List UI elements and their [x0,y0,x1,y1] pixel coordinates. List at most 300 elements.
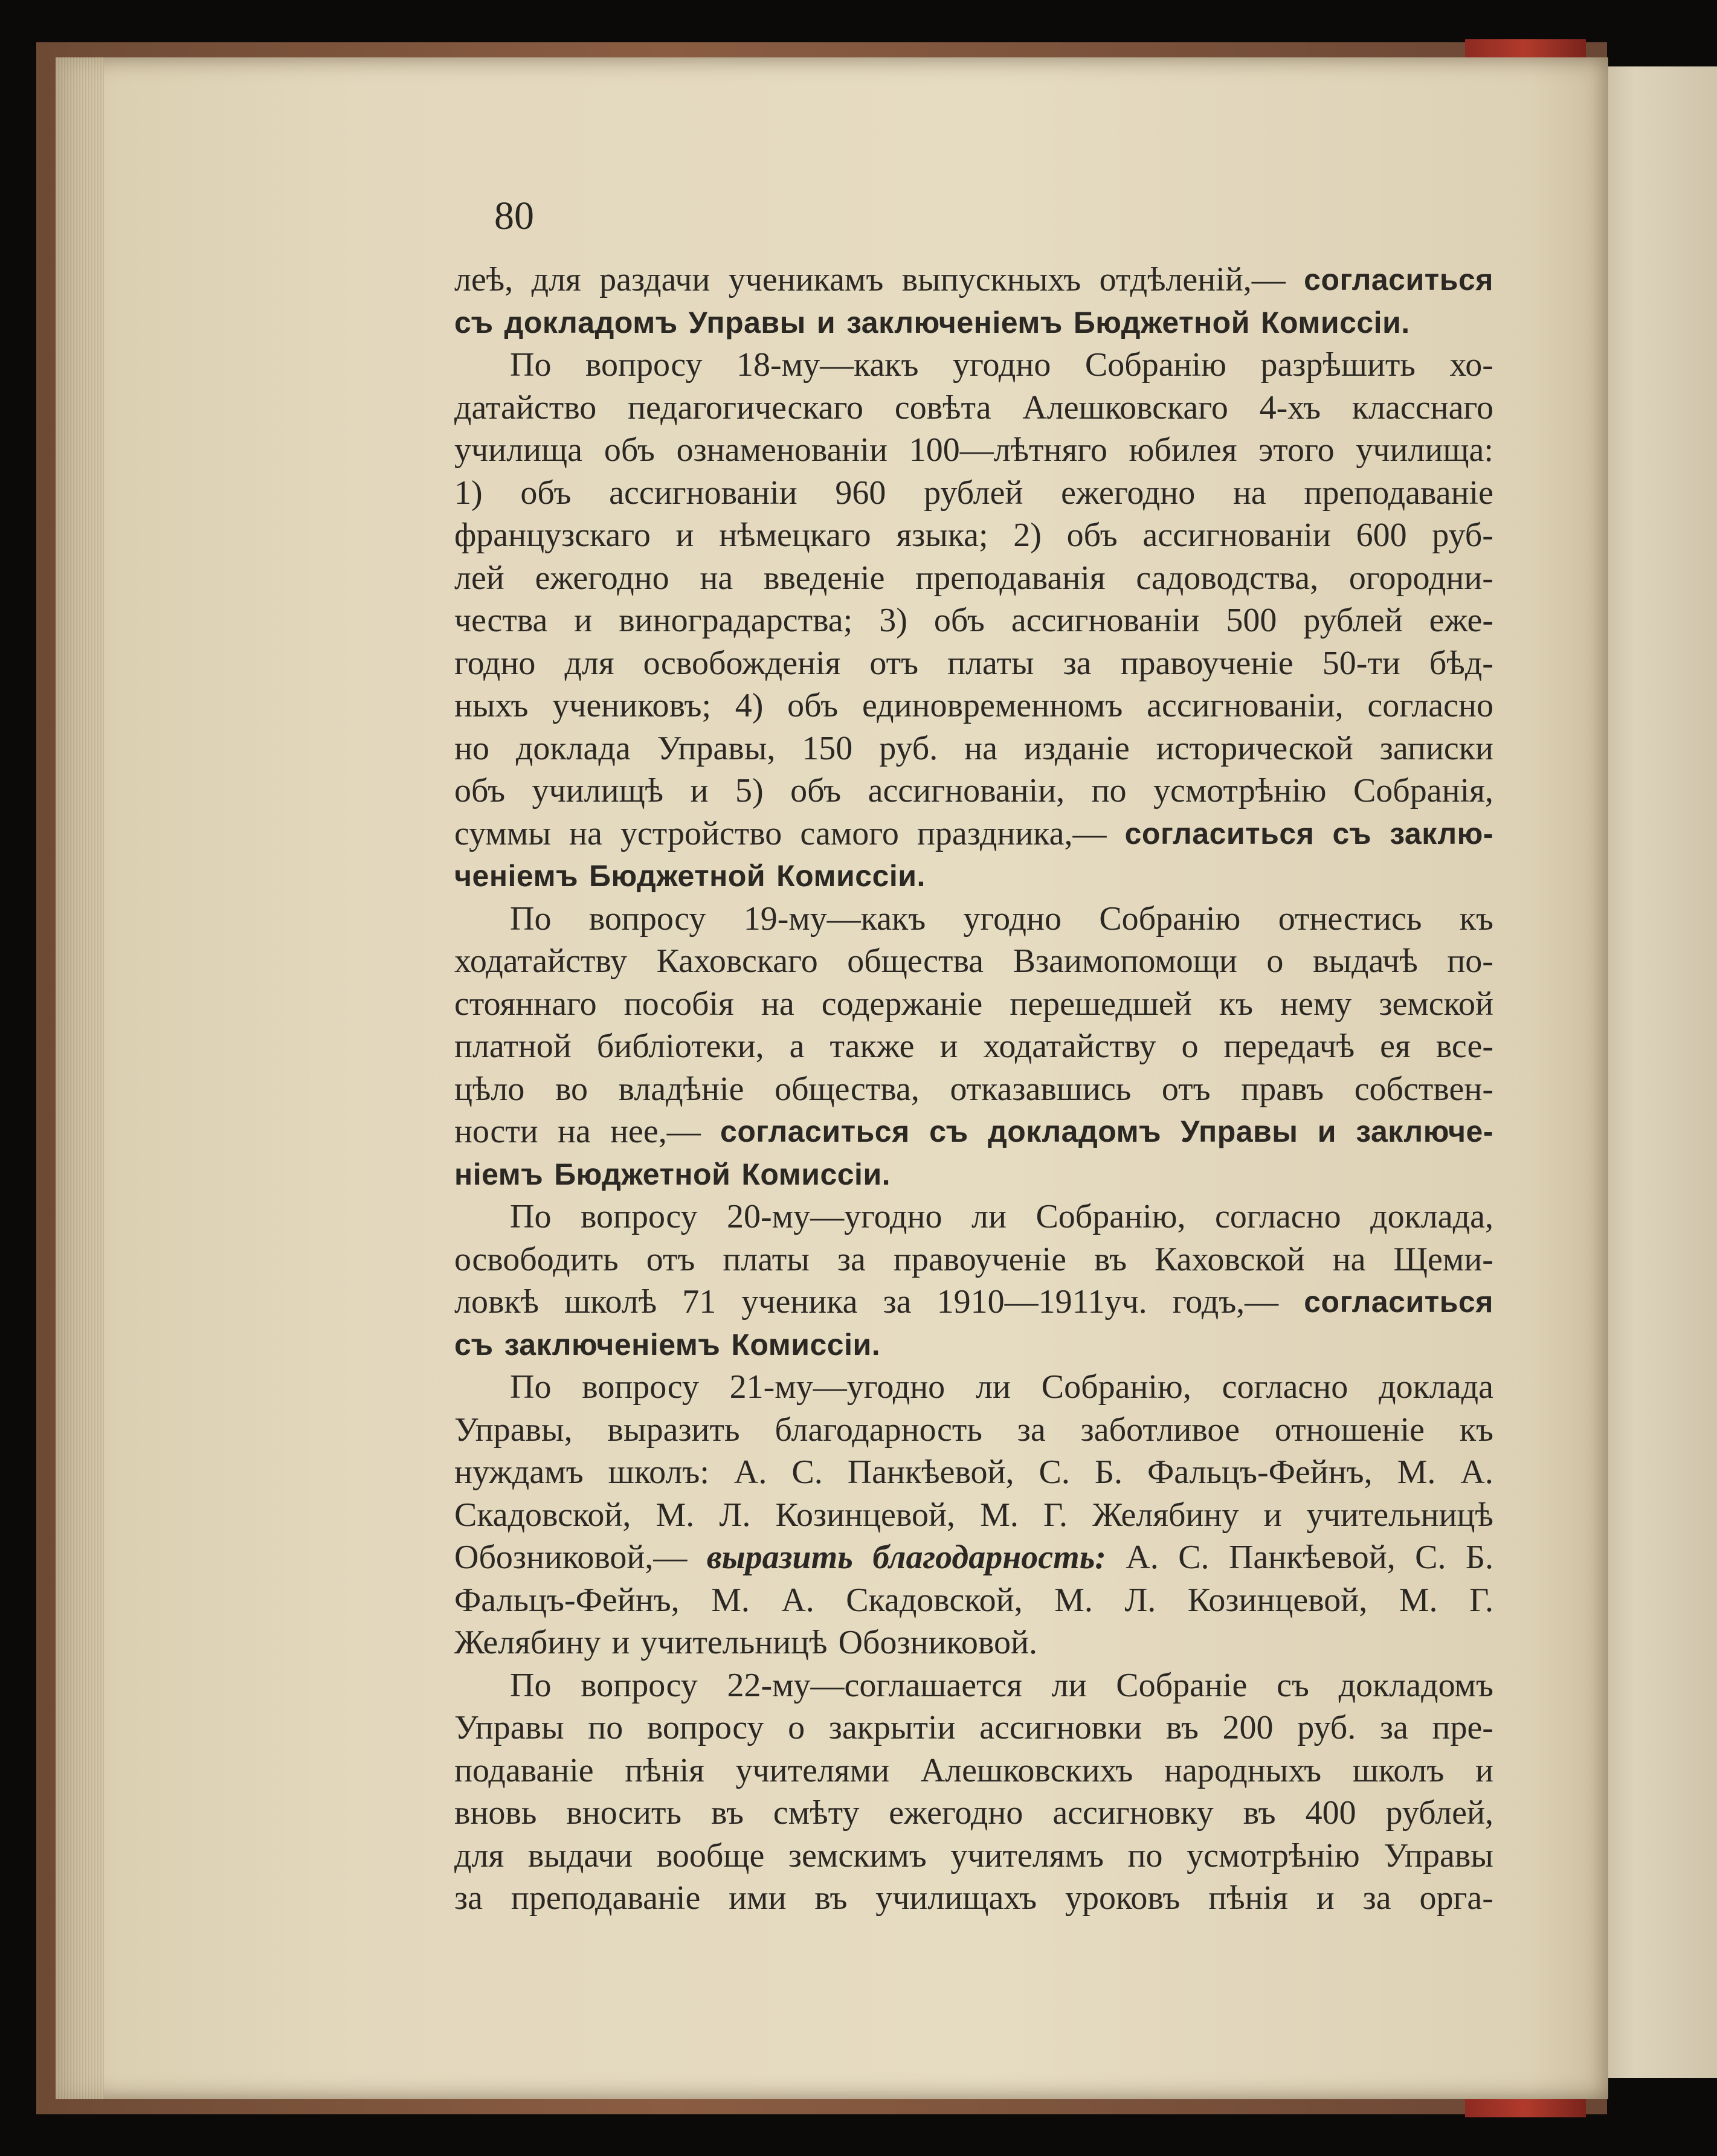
word: ознаменованіи [676,431,887,469]
word: заклю- [1390,816,1493,851]
word: ассигнованіи, [868,772,1065,809]
word: и [690,772,709,809]
word: правоученіе [1120,644,1293,682]
text-line [454,1835,1493,1878]
word: собствен- [1354,1070,1493,1108]
text-line [454,1664,1493,1707]
text-line [454,1707,1493,1749]
word: лeѣ, [454,261,514,298]
word: платы [947,644,1034,682]
word: платы [723,1240,810,1278]
word: нуждамъ [454,1453,584,1491]
word: преподаваніе [1304,474,1493,512]
word: Щеми- [1393,1240,1493,1278]
word: По [510,346,552,384]
word: цѣло [454,1070,525,1108]
word: Каховскаго [656,942,818,980]
page-body-text [454,259,1493,1920]
word: училищахъ [875,1879,1037,1917]
word: Г. [1469,1581,1493,1619]
text-line [454,727,1493,770]
word: вопросу [585,346,703,384]
word: и [1317,1115,1337,1148]
word: перешедшей [1010,985,1192,1023]
word: заключеніемъ [846,305,1063,339]
word: также [830,1028,915,1065]
word: Желябину [1092,1496,1239,1534]
page-stack-edge [56,57,104,2099]
word: 600 [1356,516,1407,554]
word: ли [976,1368,1011,1406]
word: учениковъ; [552,687,712,724]
word: закрытіи [828,1709,956,1746]
word: по- [1447,942,1493,980]
word: нѣмецкаго [719,516,871,554]
word: выразить [607,1411,740,1449]
word: еже- [1429,602,1493,639]
word: о [1181,1028,1199,1065]
word: юбилея [1129,431,1237,469]
text-line [454,1409,1493,1452]
word: 2) [1013,516,1042,554]
text-line [454,514,1493,557]
word: 3) [879,602,907,639]
text-line [454,259,1493,301]
word: орга- [1419,1879,1493,1917]
word: на [761,985,794,1023]
word: руб. [1297,1709,1356,1746]
word: единовременномъ [862,687,1123,724]
word: ежегодно [535,559,669,597]
word: угодно [963,899,1061,938]
word: освобожденія [643,644,841,682]
word: Обозниковой,— [454,1539,688,1576]
word: преподаваніе [511,1879,701,1917]
word: общества, [775,1070,920,1108]
word: усмотрѣнію [1153,772,1327,809]
word: вновь [454,1794,537,1832]
word: М. [980,1496,1019,1534]
word: ассигнованіи [1142,516,1331,554]
word: стояннаго [454,985,597,1023]
text-line [454,1238,1493,1281]
word: общества [847,942,984,980]
word: совѣта [894,388,991,426]
text-line [454,855,1493,898]
word: Управы, [657,729,776,767]
word: благодарность: [872,1539,1106,1576]
word: Панкѣевой, [1228,1539,1396,1576]
word: Б. [1465,1539,1493,1576]
word: но [454,729,489,767]
word: А. [1460,1453,1493,1491]
page-number: 80 [494,194,534,238]
word: правоученіе [893,1240,1066,1278]
word: ежегодно [889,1794,1023,1832]
text-line [454,983,1493,1026]
word: введеніе [764,559,885,597]
word: передачѣ [1223,1028,1355,1065]
word: учительницѣ [1306,1496,1493,1534]
word: С. [1039,1453,1070,1491]
word: записки [1379,729,1493,767]
word: въ [710,1794,744,1832]
word: ассигнованіи, [1147,687,1344,724]
word: ежегодно [1061,474,1196,512]
word: А. [781,1581,814,1619]
word: вопросу [582,1368,699,1406]
word: нему [1280,985,1352,1023]
text-line [454,557,1493,600]
word: школъ [1352,1751,1445,1789]
word: М. [656,1496,695,1534]
word: Собраніе [1116,1666,1248,1704]
word: Б. [1094,1453,1123,1491]
word: и [1263,1496,1282,1534]
word: о [1266,942,1284,980]
word: Каховской [1155,1240,1305,1278]
word: доклада [1379,1368,1493,1406]
word: 21-му—угодно [729,1368,945,1406]
word: согласиться [1304,1285,1493,1319]
text-line [454,1579,1493,1622]
word: съ [454,1327,494,1362]
word: училищѣ [532,772,664,809]
text-line [454,1068,1493,1111]
word: М. [1399,1581,1438,1619]
word: вносить [566,1794,681,1832]
word: объ [454,772,506,809]
text-line [454,429,1493,472]
word: объ [933,602,985,639]
word: рублей, [1385,1794,1493,1832]
text-line [454,344,1493,387]
word: рублей [1303,602,1403,639]
word: преподаванія [915,559,1106,597]
word: учителямъ [950,1836,1104,1874]
word: М. [1054,1581,1093,1619]
word: Собранія, [1353,772,1493,809]
word: суммы [454,814,551,852]
text-line [454,599,1493,642]
word: и [675,516,694,554]
word: за [1362,1879,1391,1917]
word: за [1063,644,1092,682]
word: Фальцъ-Фейнъ, [1147,1453,1373,1491]
word: докладомъ [504,305,678,339]
word: Собранію [1099,899,1241,938]
word: ассигнованіи [609,474,797,512]
word: съ [1332,816,1372,851]
word: согласиться [720,1115,910,1148]
word: смѣту [773,1794,860,1832]
word: пѣнія [625,1751,704,1789]
word: земской [1379,985,1493,1023]
word: Бюджетной [554,1157,731,1191]
word: содержаніе [821,985,983,1023]
word: Управы [1181,1115,1298,1148]
word: за [1379,1709,1408,1746]
word: выпускныхъ [901,261,1081,298]
word: объ [520,474,572,512]
word: къ [1459,1411,1493,1449]
word: съ [1277,1666,1309,1704]
word: бѣд- [1429,644,1493,682]
word: Скадовской, [454,1496,631,1534]
text-line [454,1324,1493,1366]
word: класснаго [1351,388,1493,426]
word: отношеніе [1274,1411,1425,1449]
word: Комиссіи. [1260,305,1410,339]
word: и [611,1624,630,1661]
word: училища: [1356,431,1493,469]
word: ловкѣ [454,1283,539,1321]
word: Взаимопомощи [1013,942,1237,980]
word: Собранію, [1036,1198,1186,1235]
word: въ [814,1879,848,1917]
word: По [510,1666,552,1704]
word: Бюджетной [589,859,766,893]
word: ими [729,1879,787,1917]
word: отъ [1161,1070,1211,1108]
word: заботливое [1080,1411,1240,1449]
word: согласиться [1124,816,1315,851]
word: М. [711,1581,750,1619]
word: французскаго [454,516,651,554]
word: 4) [735,687,764,724]
word: Козинцевой, [1187,1581,1368,1619]
word: учителями [735,1751,890,1789]
word: Панкѣевой, [847,1453,1014,1491]
word: чества [454,602,548,639]
word: 50-ти [1322,644,1400,682]
word: изданіе [1023,729,1130,767]
word: ученикамъ [728,261,884,298]
word: за [837,1240,866,1278]
word: на [1332,1240,1366,1278]
word: рублей [924,474,1023,512]
word: Собранію, [1041,1368,1191,1406]
word: 71 [682,1283,717,1321]
word: согласно [1367,687,1493,724]
word: годъ,— [1172,1283,1279,1321]
word: руб. [879,729,938,767]
word: ченіемъ [454,859,579,893]
word: ли [1051,1666,1087,1704]
word: о [788,1709,805,1746]
word: 1) [454,474,483,512]
word: ассигновку [1052,1794,1214,1832]
word: Фальцъ-Фейнъ, [454,1581,680,1619]
word: и [574,602,593,639]
word: Управы [454,1709,564,1746]
word: отказавшись [950,1070,1132,1108]
word: въ [1243,1794,1276,1832]
word: владѣніе [618,1070,744,1108]
word: вообще [656,1836,765,1874]
word: виноградарства; [619,602,853,639]
word: Обозниковой. [838,1624,1037,1661]
word: на [569,814,602,852]
facing-page-edge [1595,66,1717,2078]
word: 18-му—какъ [736,346,919,384]
word: Скадовской, [846,1581,1023,1619]
word: ли [971,1198,1007,1235]
word: по [588,1709,623,1746]
word: руб- [1432,516,1493,554]
word: ассигнованіи [1011,602,1200,639]
text-line [454,940,1493,983]
word: По [510,899,552,938]
word: отъ [869,644,919,682]
word: угодно [952,346,1051,384]
text-line [454,1749,1493,1792]
word: выдачѣ [1312,942,1418,980]
word: огородни- [1348,559,1493,597]
word: Управы, [454,1411,573,1449]
word: исторической [1156,729,1353,767]
word: педагогическаго [628,388,864,426]
word: 5) [735,772,764,809]
text-line [454,1451,1493,1494]
word: докладомъ [1338,1666,1493,1704]
text-line [454,1536,1493,1579]
word: 4-хъ [1259,388,1321,426]
text-line [454,813,1493,855]
word: По [510,1368,552,1406]
word: этого [1258,431,1335,469]
word: Управы [688,305,806,339]
word: и [1316,1879,1335,1917]
word: А. [1126,1539,1159,1576]
word: для [531,261,581,298]
text-line [454,1110,1493,1153]
word: вопросу [580,1198,698,1235]
word: подаваніе [454,1751,594,1789]
word: правъ [1241,1070,1324,1108]
word: отнестись [1278,899,1422,938]
word: къ [1459,899,1493,938]
word: объ [1066,516,1118,554]
text-line [454,1621,1493,1664]
word: на [557,1113,591,1150]
word: 20-му—угодно [727,1198,942,1235]
word: заключе- [1356,1115,1493,1148]
text-line [454,1366,1493,1409]
word: выдачи [527,1836,633,1874]
word: Алешковскихъ [920,1751,1133,1789]
word: согласно [1222,1368,1348,1406]
text-line [454,1195,1493,1238]
word: на [964,729,997,767]
word: 960 [835,474,886,512]
word: доклада, [1370,1198,1493,1235]
word: Г. [1043,1496,1068,1534]
word: пѣнія [1208,1879,1288,1917]
word: ассигновки [979,1709,1142,1746]
word: разрѣшить [1260,346,1416,384]
word: С. [791,1453,823,1491]
word: Комиссіи. [741,1157,891,1191]
word: ходатайству [983,1028,1156,1065]
word: на [700,559,733,597]
word: объ [790,772,842,809]
word: нее,— [610,1113,701,1150]
word: 500 [1226,602,1277,639]
word: и [939,1028,958,1065]
word: усмотрѣнію [1187,1836,1360,1874]
word: годно [454,644,536,682]
word: ея [1380,1028,1411,1065]
text-line [454,472,1493,515]
word: языка; [896,516,988,554]
word: къ [1219,985,1253,1023]
word: за [883,1283,912,1321]
word: освободить [454,1240,619,1278]
word: въ [1094,1240,1127,1278]
word: 400 [1305,1794,1356,1832]
word: а [789,1028,805,1065]
word: Л. [1124,1581,1156,1619]
text-line [454,770,1493,813]
word: датайство [454,388,597,426]
word: ніемъ [454,1157,544,1191]
word: 1910—1911уч. [936,1283,1147,1321]
text-line [454,1153,1493,1196]
word: Комиссіи. [731,1327,881,1362]
text-line [454,387,1493,430]
text-line [454,642,1493,685]
word: отдѣлeній,— [1099,261,1286,298]
text-line [454,1792,1493,1835]
word: на [1232,474,1266,512]
word: школъ: [608,1453,709,1491]
word: ности [454,1113,538,1150]
word: уроковъ [1065,1879,1181,1917]
word: согласиться [1304,263,1493,297]
word: самого [800,814,899,852]
text-line [454,301,1493,344]
word: хо- [1449,346,1493,384]
text-line [454,1877,1493,1920]
word: Алешковскаго [1022,388,1228,426]
word: выразить [706,1539,853,1576]
word: благодарность [775,1411,982,1449]
word: 150 [802,729,853,767]
word: Комиссіи. [776,859,926,893]
word: 22-му—соглашается [727,1666,1022,1704]
word: раздачи [599,261,710,298]
word: Собранію [1084,346,1226,384]
word: отъ [646,1240,695,1278]
word: съ [929,1115,968,1148]
word: земскимъ [788,1836,927,1874]
word: согласно [1215,1198,1341,1235]
word: 200 [1222,1709,1274,1746]
word: платной [454,1028,572,1065]
word: по [1091,772,1127,809]
word: учительницѣ [640,1624,828,1661]
word: М. [1397,1453,1436,1491]
word: все- [1435,1028,1493,1065]
word: ученика [741,1283,858,1321]
word: библіотеки, [596,1028,764,1065]
word: 100—лѣтняго [909,431,1107,469]
word: объ [604,431,655,469]
word: и [816,305,836,339]
text-line [454,684,1493,727]
word: С. [1415,1539,1446,1576]
